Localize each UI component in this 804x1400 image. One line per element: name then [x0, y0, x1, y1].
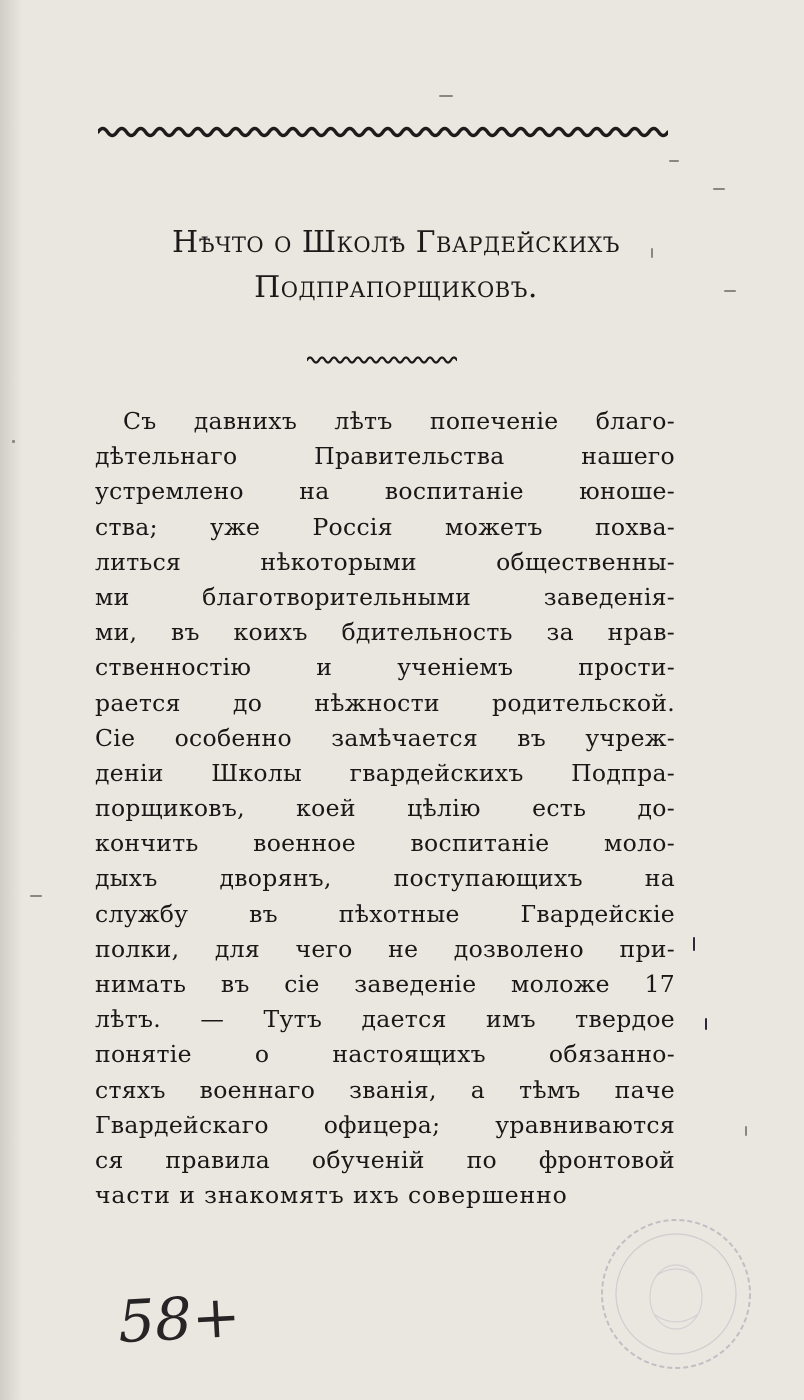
paragraph-line: понятіе о настоящихъ обязанно-	[95, 1040, 675, 1069]
page-title-line-1: Нѣчто о Школѣ Гвардейскихъ	[172, 225, 620, 260]
body-paragraph	[95, 404, 675, 1213]
paper-speck	[713, 188, 725, 190]
paragraph-line: устремлено на воспитаніе юноше-	[95, 477, 675, 506]
paragraph-line: лѣтъ. — Тутъ дается имъ твердое	[95, 1005, 675, 1034]
paper-speck	[693, 937, 695, 951]
paragraph-line: полки, для чего не дозволено при-	[95, 934, 675, 963]
paper-speck	[651, 248, 653, 258]
paragraph-line: ся правила обученій по фронтовой	[95, 1145, 675, 1174]
page-title-line-2: Подпрапорщиковъ.	[254, 270, 538, 305]
paragraph-line: дѣтельнаго Правительства нашего	[95, 442, 675, 471]
paper-speck	[12, 440, 15, 443]
paper-speck	[439, 95, 453, 97]
paragraph-line: части и знакомятъ ихъ совершенно	[95, 1181, 568, 1210]
paragraph-line: порщиковъ, коей цѣлію есть до-	[95, 794, 675, 823]
paragraph-line: ми благотворительными заведенія-	[95, 582, 675, 611]
top-ornament-rule-icon	[98, 124, 668, 140]
handwritten-note: 58+	[116, 1281, 243, 1357]
paragraph-line: деніи Школы гвардейскихъ Подпра-	[95, 758, 675, 787]
paragraph-line: литься нѣкоторыми общественны-	[95, 547, 675, 576]
paragraph-line: Гвардейскаго офицера; уравниваются	[95, 1110, 675, 1139]
paragraph-line: ства; уже Россія можетъ похва-	[95, 512, 675, 541]
paragraph-line: ственностію и ученіемъ прости-	[95, 653, 675, 682]
paper-speck	[705, 1018, 707, 1030]
section-ornament-rule-icon	[307, 355, 457, 365]
paragraph-line: Съ давнихъ лѣтъ попеченіе благо-	[123, 407, 675, 435]
paper-speck	[30, 895, 42, 897]
paragraph-line: рается до нѣжности родительской.	[95, 688, 675, 717]
page-edge-shadow	[0, 0, 22, 1400]
paragraph-line: службу въ пѣхотные Гвардейскіе	[95, 899, 675, 928]
paragraph-line: нимать въ сіе заведеніе моложе 17	[95, 970, 675, 998]
paragraph-line: ми, въ коихъ бдительность за нрав-	[95, 618, 675, 647]
paper-speck	[724, 290, 736, 292]
paragraph-line: Сіе особенно замѣчается въ учреж-	[95, 723, 675, 752]
paragraph-line: стяхъ военнаго званія, а тѣмъ паче	[95, 1075, 675, 1104]
paragraph-line: кончить военное воспитаніе моло-	[95, 829, 675, 858]
library-stamp-icon	[597, 1215, 755, 1373]
paragraph-line: дыхъ дворянъ, поступающихъ на	[95, 864, 675, 893]
paper-speck	[669, 160, 679, 162]
paper-speck	[745, 1126, 747, 1136]
